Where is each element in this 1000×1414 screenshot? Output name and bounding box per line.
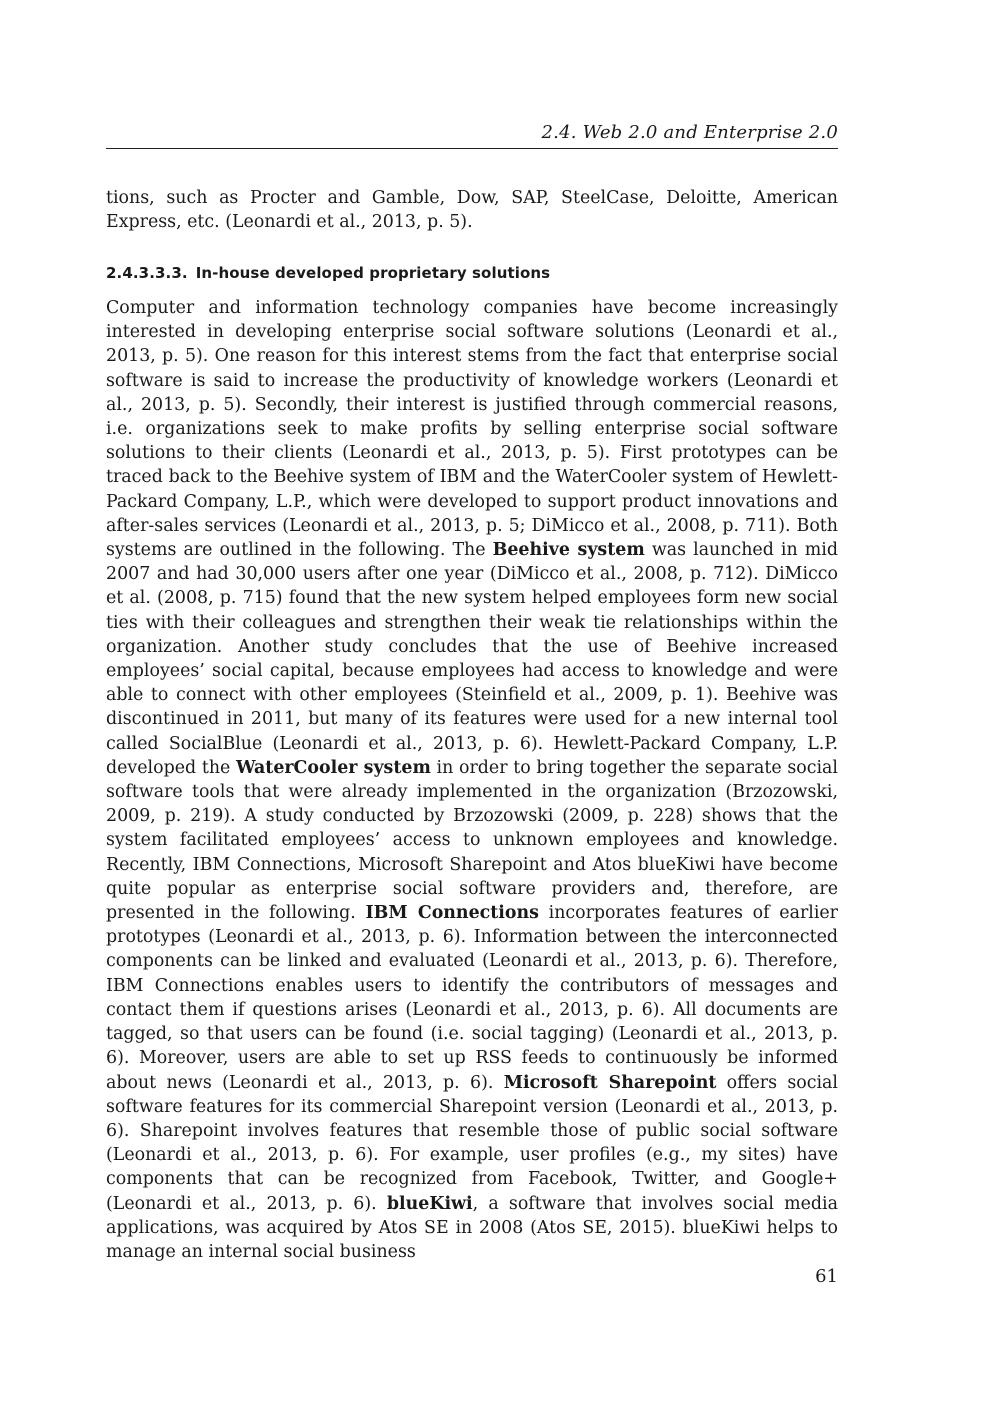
term-microsoft-sharepoint: Microsoft Sharepoint [503,1072,717,1093]
intro-paragraph: tions, such as Procter and Gamble, Dow, SAP, SteelCase, Deloitte, American Express, etc. (Leonardi et al., 2013, p. 5). [106,188,838,233]
body-text-segment-2: was launched in mid 2007 and had 30,000 users after one year (DiMicco et al., 2008, p. 712). DiMicco et al. (2008, p. 715) found that the new system helped employees form new social ties with their colleagues and strengthen their weak tie relationships within the organization. Another study concludes that the use of Beehive increased employees’ social capital, because employees had access to knowledge and were able to connect with other employees (Steinfield et al., 2009, p. 1). Beehive was discontinued in 2011, but many of its features were used for a new internal tool called SocialBlue (Leonardi et al., 2013, p. 6). Hewlett-Packard Company, L.P. developed the [106,540,838,778]
document-page [106,0,838,1414]
term-ibm-connections: IBM Connections [365,903,539,924]
body-paragraph [106,296,838,1264]
body-text-segment-4: incorporates features of earlier prototypes (Leonardi et al., 2013, p. 6). Information between the interconnected components can be linked and evaluated (Leonardi et al., 2013, p. 6). Therefore, IBM Connections enables users to identify the contributors of messages and contact them if questions arises (Leonardi et al., 2013, p. 6). All documents are tagged, so that users can be found (i.e. social tagging) (Leonardi et al., 2013, p. 6). Moreover, users are able to set up RSS feeds to continuously be informed about news (Leonardi et al., 2013, p. 6). [106,903,838,1093]
term-bluekiwi: blueKiwi [386,1193,473,1214]
page-number: 61 [815,1266,838,1287]
section-heading [106,264,550,282]
header-rule [106,148,838,149]
body-text-segment-5: offers social software features for its commercial Sharepoint version (Leonardi et al., 2013, p. 6). Sharepoint involves features that resemble those of public social software (Leonardi et al., 2013, p. 6). For example, user profiles (e.g., my sites) have components that can be recognized from Facebook, Twitter, and Google+ (Leonardi et al., 2013, p. 6). [106,1072,838,1214]
section-number: 2.4.3.3.3. [106,264,188,282]
body-text-segment-3: in order to bring together the separate social software tools that were already implemented in the organization (Brzozowski, 2009, p. 219). A study conducted by Brzozowski (2009, p. 228) shows that the system facilitated employees’ access to unknown employees and knowledge. Recently, IBM Connections, Microsoft Sharepoint and Atos blueKiwi have become quite popular as enterprise social software providers and, therefore, are presented in the following. [106,757,838,924]
running-header: 2.4. Web 2.0 and Enterprise 2.0 [541,122,838,143]
term-beehive-system: Beehive system [492,540,645,561]
body-text-segment-6: , a software that involves social media applications, was acquired by Atos SE in 2008 (Atos SE, 2015). blueKiwi helps to manage an internal social business [106,1193,838,1262]
section-title: In-house developed proprietary solutions [195,264,551,282]
term-watercooler-system: WaterCooler system [236,757,431,778]
body-text-segment-1: Computer and information technology companies have become increasingly interested in developing enterprise social software solutions (Leonardi et al., 2013, p. 5). One reason for this interest stems from the fact that enterprise social software is said to increase the productivity of knowledge workers (Leonardi et al., 2013, p. 5). Secondly, their interest is justified through commercial reasons, i.e. organizations seek to make profits by selling enterprise social software solutions to their clients (Leonardi et al., 2013, p. 5). First prototypes can be traced back to the Beehive system of IBM and the WaterCooler system of Hewlett-Packard Company, L.P., which were developed to support product innovations and after-sales services (Leonardi et al., 2013, p. 5; DiMicco et al., 2008, p. 711). Both systems are outlined in the following. The [106,298,838,561]
